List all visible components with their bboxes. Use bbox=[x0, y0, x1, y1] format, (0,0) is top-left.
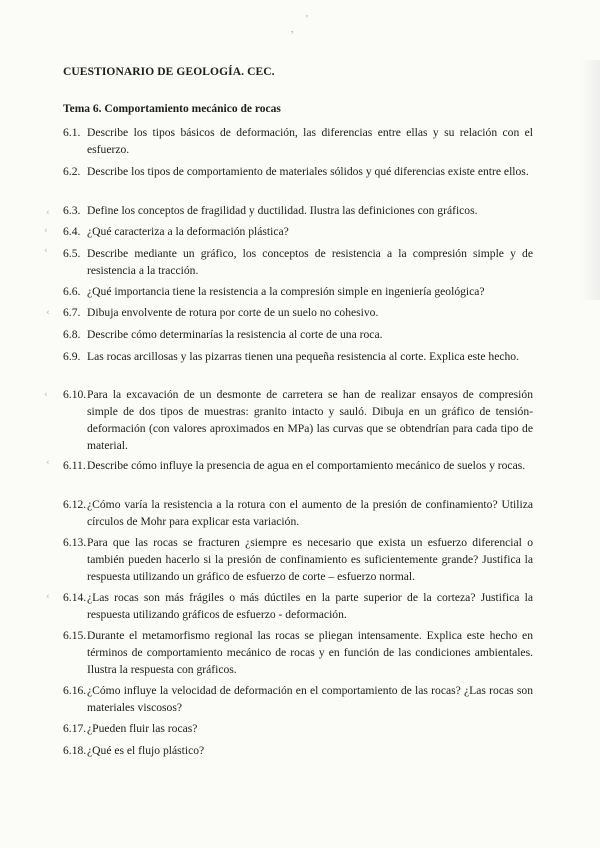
question-item bbox=[63, 457, 533, 474]
pencil-mark: ‹ bbox=[46, 458, 50, 468]
question-text: ¿Cómo varía la resistencia a la rotura con el aumento de la presión de confinamiento? Utiliza círculos de Mohr para explicar esta variación. bbox=[87, 498, 533, 528]
question-item bbox=[63, 386, 533, 454]
question-number: 6.2. bbox=[63, 165, 81, 178]
question-item bbox=[63, 348, 533, 365]
question-number: 6.13. bbox=[63, 536, 87, 549]
question-number: 6.11. bbox=[63, 459, 86, 472]
question-number: 6.18. bbox=[63, 744, 87, 757]
question-number: 6.1. bbox=[63, 126, 81, 139]
question-item bbox=[63, 245, 533, 279]
scan-speck: ' bbox=[306, 14, 308, 25]
question-item bbox=[63, 326, 533, 343]
scan-shadow bbox=[580, 60, 600, 300]
question-item bbox=[63, 720, 533, 737]
question-number: 6.12. bbox=[63, 498, 87, 511]
pencil-mark: ‹ bbox=[46, 308, 50, 318]
question-item bbox=[63, 534, 533, 585]
question-text: Las rocas arcillosas y las pizarras tienen una pequeña resistencia al corte. Explica este hecho. bbox=[87, 350, 519, 363]
question-item bbox=[63, 496, 533, 530]
question-text: ¿Cómo influye la velocidad de deformación en el comportamiento de las rocas? ¿Las rocas son materiales viscosos? bbox=[87, 684, 533, 714]
question-text: ¿Pueden fluir las rocas? bbox=[87, 722, 198, 735]
question-number: 6.4. bbox=[63, 225, 81, 238]
question-number: 6.8. bbox=[63, 328, 81, 341]
question-text: Describe cómo influye la presencia de agua en el comportamiento mecánico de suelos y rocas. bbox=[87, 459, 526, 472]
question-text: Describe cómo determinarías la resistencia al corte de una roca. bbox=[87, 328, 383, 341]
question-item bbox=[63, 223, 533, 240]
question-item bbox=[63, 304, 533, 321]
question-text: Describe mediante un gráfico, los conceptos de resistencia a la compresión simple y de resistencia a la tracción. bbox=[87, 247, 533, 277]
question-text: Para que las rocas se fracturen ¿siempre es necesario que exista un esfuerzo diferencial o también pueden hacerlo si la presión de confinamiento es suficientemente grande? Justifica la respuesta utilizando un gráfico de esfuerzo de corte – esfuerzo normal. bbox=[87, 536, 533, 583]
question-number: 6.7. bbox=[63, 306, 81, 319]
question-text: ¿Las rocas son más frágiles o más dúctiles en la parte superior de la corteza? Justifica la respuesta utilizando gráficos de esfuerzo - deformación. bbox=[87, 591, 533, 621]
question-number: 6.16. bbox=[63, 684, 87, 697]
question-number: 6.17. bbox=[63, 722, 87, 735]
question-item bbox=[63, 163, 533, 180]
question-number: 6.6. bbox=[63, 285, 81, 298]
question-item bbox=[63, 202, 533, 219]
question-text: ¿Qué es el flujo plástico? bbox=[87, 744, 205, 757]
pencil-mark: ‹ bbox=[46, 208, 50, 218]
question-text: Dibuja envolvente de rotura por corte de un suelo no cohesivo. bbox=[87, 306, 379, 319]
question-item bbox=[63, 124, 533, 158]
question-text: Describe los tipos básicos de deformación, las diferencias entre ellas y su relación con el esfuerzo. bbox=[87, 126, 533, 156]
question-item bbox=[63, 682, 533, 716]
question-number: 6.15. bbox=[63, 629, 87, 642]
pencil-mark: ‹ bbox=[44, 246, 48, 256]
question-number: 6.14. bbox=[63, 591, 87, 604]
section-title: Tema 6. Comportamiento mecánico de rocas bbox=[63, 103, 281, 115]
question-number: 6.10. bbox=[63, 388, 87, 401]
question-text: Define los conceptos de fragilidad y ductilidad. Ilustra las definiciones con gráficos. bbox=[87, 204, 478, 217]
pencil-mark: ‹ bbox=[44, 226, 48, 236]
question-number: 6.5. bbox=[63, 247, 81, 260]
pencil-mark: ‹ bbox=[46, 592, 50, 602]
question-text: ¿Qué importancia tiene la resistencia a la compresión simple en ingeniería geológica? bbox=[87, 285, 485, 298]
document-title: CUESTIONARIO DE GEOLOGÍA. CEC. bbox=[63, 66, 275, 78]
question-text: Para la excavación de un desmonte de carretera se han de realizar ensayos de compresión simple de dos tipos de muestras: granito intacto y sauló. Dibuja en un gráfico de tensión-deformación (con valores aproximados en MPa) las curvas que se obtendrían para cada tipo de material. bbox=[87, 388, 533, 452]
question-text: ¿Qué caracteriza a la deformación plástica? bbox=[87, 225, 289, 238]
pencil-mark: ‹ bbox=[44, 390, 48, 400]
question-item bbox=[63, 283, 533, 300]
question-item bbox=[63, 742, 533, 759]
scan-speck: , bbox=[291, 24, 294, 35]
question-item bbox=[63, 627, 533, 678]
question-text: Describe los tipos de comportamiento de materiales sólidos y qué diferencias existe entre ellos. bbox=[87, 165, 529, 178]
question-number: 6.9. bbox=[63, 350, 81, 363]
question-item bbox=[63, 589, 533, 623]
question-text: Durante el metamorfismo regional las rocas se pliegan intensamente. Explica este hecho en términos de comportamiento mecánico de rocas y en función de las condiciones ambientales. Ilustra la respuesta con gráficos. bbox=[87, 629, 533, 676]
question-number: 6.3. bbox=[63, 204, 81, 217]
